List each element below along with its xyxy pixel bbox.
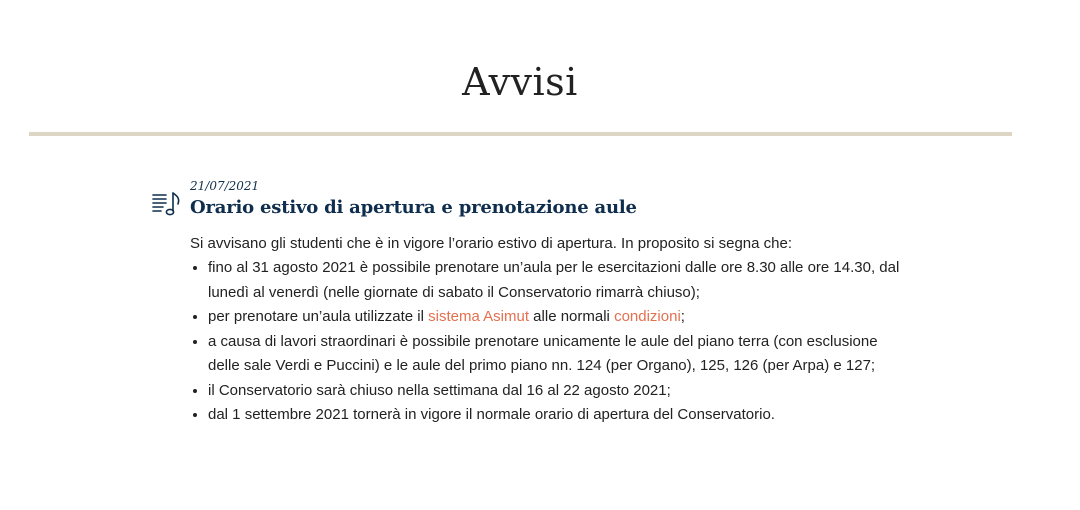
list-item [208, 305, 912, 330]
page-title: Avvisi [462, 60, 578, 104]
music-note-icon [152, 191, 182, 217]
list-item-text: per prenotare un’aula utilizzate il [208, 308, 429, 325]
list-item: • il Conservatorio sarà chiuso nella settimana dal 16 al 22 agosto 2021; [208, 379, 912, 404]
notice-intro: Si avvisano gli studenti che è in vigore l’orario estivo di apertura. In proposito si segna che: [190, 235, 792, 252]
list-item: • fino al 31 agosto 2021 è possibile prenotare un’aula per le esercitazioni dalle ore 8.30 alle ore 14.30, dal lunedì al venerdì (nelle giornate di sabato il Conservatorio rimarrà chiuso); [208, 256, 912, 305]
list-item-text: alle normali [529, 308, 615, 325]
asimut-system-link[interactable]: sistema Asimut [428, 308, 530, 325]
notice-title[interactable]: Orario estivo di apertura e prenotazione aule [190, 197, 637, 218]
notice-item [152, 178, 912, 428]
list-item: • a causa di lavori straordinari è possibile prenotare unicamente le aule del piano terra (con esclusione delle sale Verdi e Puccini) e le aule del primo piano nn. 124 (per Organo), 125, 126 (per Arpa) e 127; [208, 330, 912, 379]
conditions-link[interactable]: condizioni [614, 308, 681, 325]
notice-date: 21/07/2021 [190, 179, 260, 193]
list-item-text: ; [680, 308, 685, 325]
notice-list [190, 256, 912, 428]
title-divider [29, 132, 1012, 136]
list-item: • dal 1 settembre 2021 tornerà in vigore il normale orario di apertura del Conservatorio. [208, 403, 912, 428]
